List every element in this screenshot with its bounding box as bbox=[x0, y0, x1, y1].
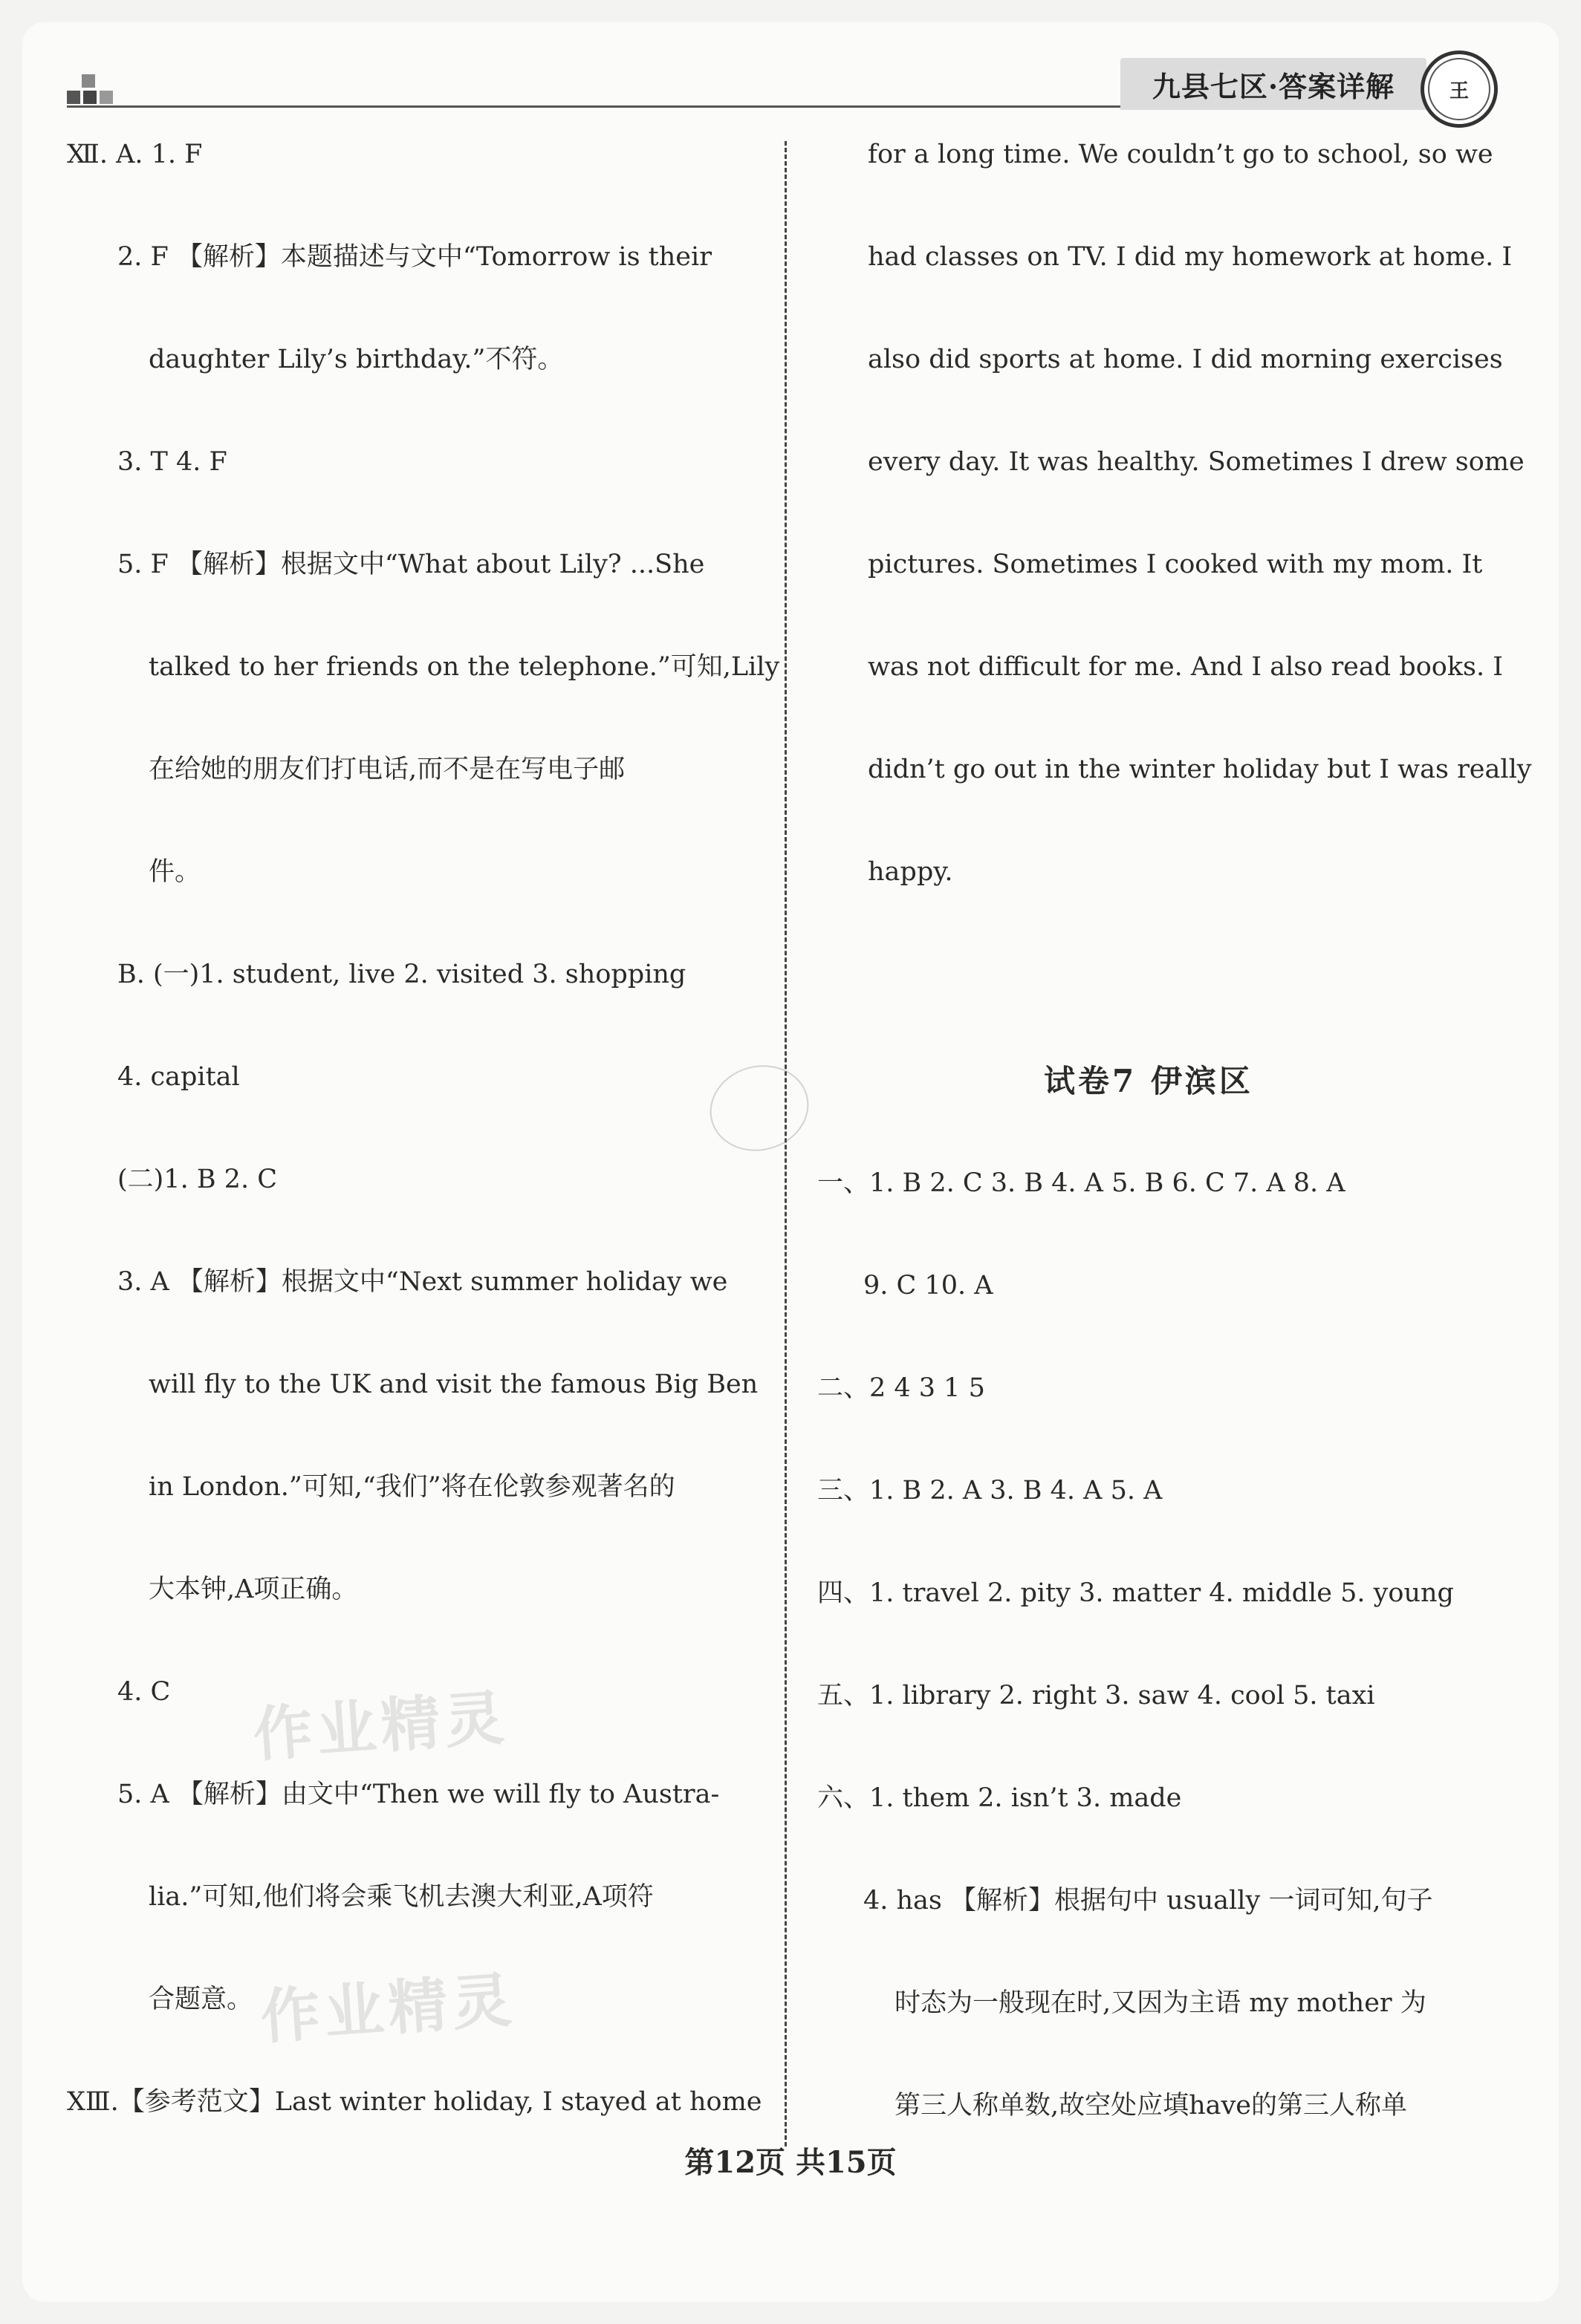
answer-line: had classes on TV. I did my homework at home. I bbox=[868, 242, 1513, 272]
logo-emblem: 王 bbox=[1428, 58, 1490, 120]
answer-line: 4. capital bbox=[117, 1062, 240, 1092]
answer-line: Ⅻ. A. 1. F bbox=[67, 140, 203, 169]
answer-line: talked to her friends on the telephone.”可知,Lily bbox=[149, 652, 780, 682]
column-divider bbox=[785, 141, 787, 2146]
publisher-logo bbox=[1421, 51, 1498, 128]
answer-line: didn’t go out in the winter holiday but I was really bbox=[868, 755, 1532, 784]
answer-line: 合题意。 bbox=[149, 1985, 253, 2014]
header-title: 九县七区·答案详解 bbox=[1152, 69, 1395, 103]
answer-line: B. (一)1. student, live 2. visited 3. shopping bbox=[117, 960, 686, 989]
answer-line: 4. has 【解析】根据句中 usually 一词可知,句子 bbox=[863, 1886, 1433, 1915]
answer-line: pictures. Sometimes I cooked with my mom. It bbox=[868, 550, 1483, 579]
answer-line: 大本钟,A项正确。 bbox=[149, 1575, 358, 1604]
answer-line: 二、2 4 3 1 5 bbox=[817, 1373, 985, 1403]
answer-line: 六、1. them 2. isn’t 3. made bbox=[817, 1783, 1182, 1813]
answer-line: for a long time. We couldn’t go to school, so we bbox=[868, 140, 1493, 169]
answer-line: was not difficult for me. And I also read books. I bbox=[868, 652, 1504, 682]
answer-line: 三、1. B 2. A 3. B 4. A 5. A bbox=[817, 1476, 1163, 1506]
answer-line: 3. T 4. F bbox=[117, 447, 227, 477]
watermark: 作业精灵 bbox=[250, 1682, 511, 1770]
answer-line: 一、1. B 2. C 3. B 4. A 5. B 6. C 7. A 8. A bbox=[817, 1168, 1345, 1198]
answer-line: 3. A 【解析】根据文中“Next summer holiday we bbox=[117, 1267, 728, 1297]
answer-line: 五、1. library 2. right 3. saw 4. cool 5. taxi bbox=[817, 1681, 1375, 1711]
answer-line: ⅩⅢ.【参考范文】Last winter holiday, I stayed at home bbox=[67, 2087, 762, 2117]
answer-line: lia.”可知,他们将会乘飞机去澳大利亚,A项符 bbox=[149, 1882, 654, 1912]
answer-line: every day. It was healthy. Sometimes I drew some bbox=[868, 447, 1525, 477]
answer-line: 件。 bbox=[149, 857, 201, 887]
section-title: 试卷7 伊滨区 bbox=[1044, 1063, 1253, 1099]
answer-line: will fly to the UK and visit the famous Big Ben bbox=[149, 1370, 759, 1399]
header-tab bbox=[1120, 58, 1426, 110]
answer-line: also did sports at home. I did morning exercises bbox=[868, 345, 1503, 374]
answer-line: 四、1. travel 2. pity 3. matter 4. middle 5. young bbox=[817, 1578, 1454, 1608]
answer-line: (二)1. B 2. C bbox=[117, 1165, 277, 1194]
answer-line: 4. C bbox=[117, 1677, 171, 1707]
answer-line: in London.”可知,“我们”将在伦敦参观著名的 bbox=[149, 1472, 675, 1502]
answer-line: 5. F 【解析】根据文中“What about Lily? ...She bbox=[117, 550, 705, 579]
answer-line: 5. A 【解析】由文中“Then we will fly to Austra- bbox=[117, 1780, 720, 1809]
answer-line: 时态为一般现在时,又因为主语 my mother 为 bbox=[895, 1988, 1426, 2018]
answer-line: 2. F 【解析】本题描述与文中“Tomorrow is their bbox=[117, 242, 712, 272]
page-number: 第12页 共15页 bbox=[684, 2145, 897, 2180]
answer-line: 在给她的朋友们打电话,而不是在写电子邮 bbox=[149, 755, 626, 784]
answer-line: happy. bbox=[868, 857, 953, 887]
watermark: 作业精灵 bbox=[258, 1965, 519, 2052]
answer-line: 第三人称单数,故空处应填have的第三人称单 bbox=[895, 2091, 1408, 2120]
answer-line: 9. C 10. A bbox=[863, 1271, 993, 1301]
answer-line: daughter Lily’s birthday.”不符。 bbox=[149, 345, 564, 374]
